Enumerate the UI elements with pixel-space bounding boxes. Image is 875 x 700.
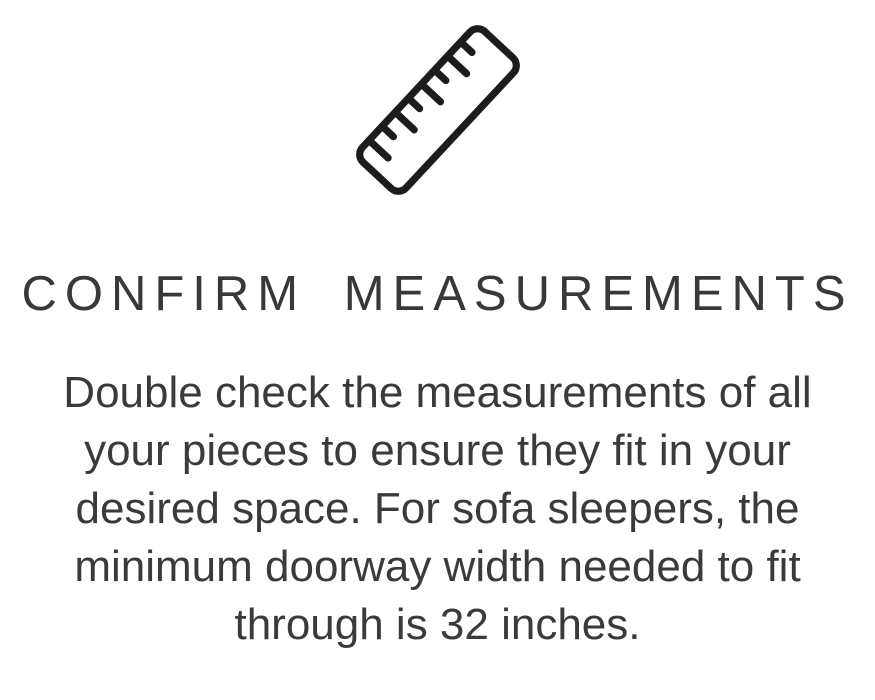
ruler-icon bbox=[342, 14, 534, 206]
section-description: Double check the measurements of all your pieces to ensure they fit in your desired space. For sofa sleepers, the minimum doorway width needed to fit through is 32 inches. bbox=[63, 367, 812, 649]
ruler-icon-svg bbox=[342, 14, 534, 206]
section-title: CONFIRM MEASUREMENTS bbox=[21, 267, 854, 321]
